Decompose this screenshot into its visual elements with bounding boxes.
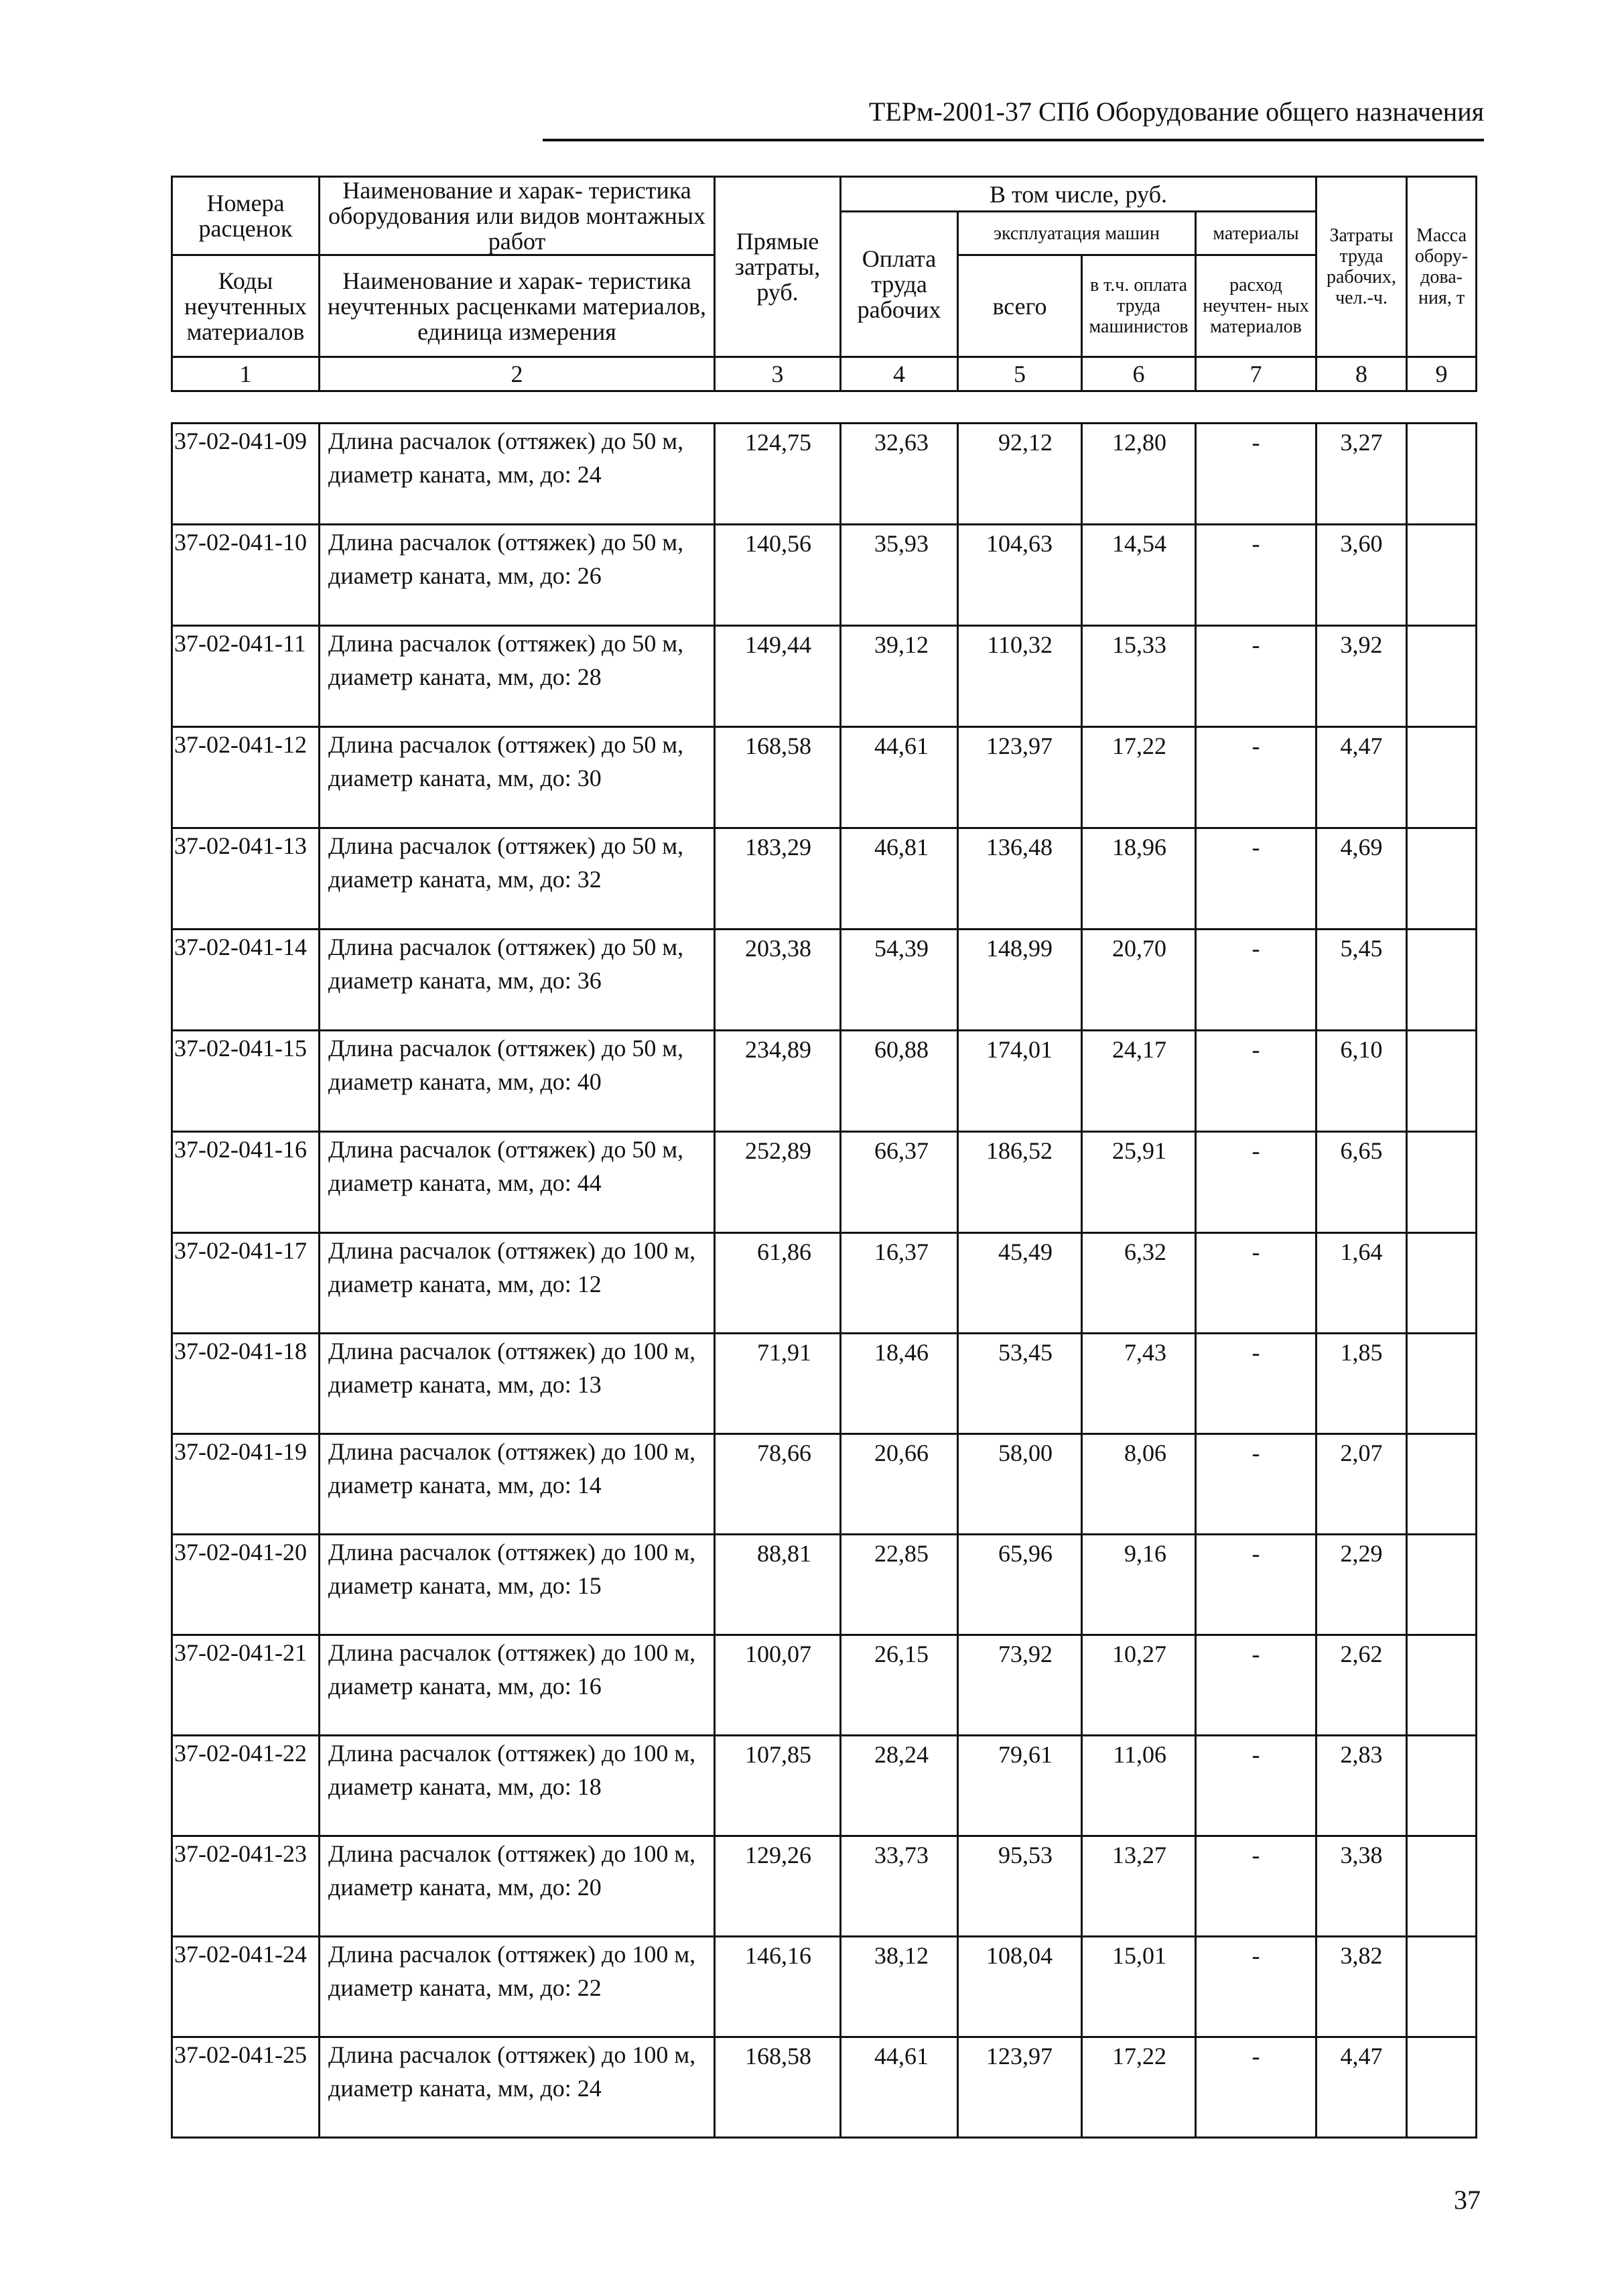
equipment-mass-cell: [1407, 1132, 1477, 1233]
rate-code-cell: 37-02-041-11: [172, 626, 320, 727]
direct-costs-cell: 107,85: [715, 1736, 841, 1836]
work-name-cell: Длина расчалок (оттяжек) до 100 м, диаметр каната, мм, до: 15: [320, 1535, 715, 1635]
equipment-mass-cell: [1407, 1535, 1477, 1635]
labor-hours-cell: 1,85: [1316, 1334, 1407, 1434]
labor-hours-cell: 6,10: [1316, 1031, 1407, 1132]
work-name-cell: Длина расчалок (оттяжек) до 50 м, диаметр каната, мм, до: 40: [320, 1031, 715, 1132]
rate-code-cell: 37-02-041-19: [172, 1434, 320, 1535]
equipment-mass-cell: [1407, 1334, 1477, 1434]
worker-pay-cell: 60,88: [841, 1031, 958, 1132]
table-row: [172, 1635, 1477, 1736]
work-name-cell: Длина расчалок (оттяжек) до 100 м, диаметр каната, мм, до: 14: [320, 1434, 715, 1535]
equipment-mass-cell: [1407, 930, 1477, 1031]
rate-code-cell: 37-02-041-13: [172, 828, 320, 930]
header-work-name: Наименование и харак- теристика оборудования или видов монтажных работ: [320, 177, 715, 255]
labor-hours-cell: 3,92: [1316, 626, 1407, 727]
materials-cell: -: [1196, 1031, 1316, 1132]
machine-total-cell: 53,45: [958, 1334, 1082, 1434]
rate-code-cell: 37-02-041-12: [172, 727, 320, 828]
column-number: 4: [841, 357, 958, 391]
equipment-mass-cell: [1407, 1736, 1477, 1836]
table-row: [172, 1334, 1477, 1434]
worker-pay-cell: 20,66: [841, 1434, 958, 1535]
table-row: [172, 1836, 1477, 1937]
table-row: [172, 626, 1477, 727]
work-name-cell: Длина расчалок (оттяжек) до 50 м, диаметр каната, мм, до: 36: [320, 930, 715, 1031]
worker-pay-cell: 16,37: [841, 1233, 958, 1334]
rate-code-cell: 37-02-041-21: [172, 1635, 320, 1736]
labor-hours-cell: 2,83: [1316, 1736, 1407, 1836]
materials-cell: -: [1196, 525, 1316, 626]
labor-hours-cell: 3,27: [1316, 424, 1407, 525]
direct-costs-cell: 149,44: [715, 626, 841, 727]
worker-pay-cell: 54,39: [841, 930, 958, 1031]
worker-pay-cell: 44,61: [841, 727, 958, 828]
materials-cell: -: [1196, 1434, 1316, 1535]
header-including: В том числе, руб.: [841, 177, 1316, 212]
header-unaccounted-codes: Коды неучтенных материалов: [172, 255, 320, 357]
materials-cell: -: [1196, 1635, 1316, 1736]
table-row: [172, 1535, 1477, 1635]
machinist-pay-cell: 12,80: [1082, 424, 1196, 525]
column-number: 3: [715, 357, 841, 391]
table-row: [172, 930, 1477, 1031]
rate-code-cell: 37-02-041-10: [172, 525, 320, 626]
column-number: 1: [172, 357, 320, 391]
rate-code-cell: 37-02-041-23: [172, 1836, 320, 1937]
direct-costs-cell: 252,89: [715, 1132, 841, 1233]
header-unaccounted-materials: расход неучтен- ных материалов: [1196, 255, 1316, 357]
machine-total-cell: 58,00: [958, 1434, 1082, 1535]
worker-pay-cell: 38,12: [841, 1937, 958, 2037]
work-name-cell: Длина расчалок (оттяжек) до 50 м, диаметр каната, мм, до: 32: [320, 828, 715, 930]
table-row: [172, 1132, 1477, 1233]
machine-total-cell: 45,49: [958, 1233, 1082, 1334]
labor-hours-cell: 3,82: [1316, 1937, 1407, 2037]
rate-code-cell: 37-02-041-16: [172, 1132, 320, 1233]
equipment-mass-cell: [1407, 626, 1477, 727]
direct-costs-cell: 234,89: [715, 1031, 841, 1132]
materials-cell: -: [1196, 1535, 1316, 1635]
labor-hours-cell: 4,47: [1316, 2037, 1407, 2138]
worker-pay-cell: 26,15: [841, 1635, 958, 1736]
machine-total-cell: 123,97: [958, 727, 1082, 828]
direct-costs-cell: 203,38: [715, 930, 841, 1031]
rate-code-cell: 37-02-041-24: [172, 1937, 320, 2037]
page-number: 37: [1454, 2185, 1481, 2215]
worker-pay-cell: 32,63: [841, 424, 958, 525]
equipment-mass-cell: [1407, 1233, 1477, 1334]
header-rate-numbers: Номера расценок: [172, 177, 320, 255]
work-name-cell: Длина расчалок (оттяжек) до 100 м, диаметр каната, мм, до: 18: [320, 1736, 715, 1836]
machinist-pay-cell: 13,27: [1082, 1836, 1196, 1937]
page-header-title: ТЕРм-2001-37 СПб Оборудование общего назначения: [868, 97, 1484, 127]
direct-costs-cell: 146,16: [715, 1937, 841, 2037]
table-row: [172, 2037, 1477, 2138]
machine-total-cell: 95,53: [958, 1836, 1082, 1937]
rate-code-cell: 37-02-041-14: [172, 930, 320, 1031]
equipment-mass-cell: [1407, 1635, 1477, 1736]
materials-cell: -: [1196, 1233, 1316, 1334]
direct-costs-cell: 140,56: [715, 525, 841, 626]
table-row: [172, 1233, 1477, 1334]
work-name-cell: Длина расчалок (оттяжек) до 50 м, диаметр каната, мм, до: 28: [320, 626, 715, 727]
work-name-cell: Длина расчалок (оттяжек) до 100 м, диаметр каната, мм, до: 16: [320, 1635, 715, 1736]
labor-hours-cell: 2,29: [1316, 1535, 1407, 1635]
equipment-mass-cell: [1407, 1937, 1477, 2037]
equipment-mass-cell: [1407, 1031, 1477, 1132]
work-name-cell: Длина расчалок (оттяжек) до 50 м, диаметр каната, мм, до: 30: [320, 727, 715, 828]
direct-costs-cell: 168,58: [715, 2037, 841, 2138]
equipment-mass-cell: [1407, 727, 1477, 828]
header-machine-total: всего: [958, 255, 1082, 357]
machine-total-cell: 110,32: [958, 626, 1082, 727]
header-unaccounted-name: Наименование и харак- теристика неучтенных расценками материалов, единица измерения: [320, 255, 715, 357]
materials-cell: -: [1196, 424, 1316, 525]
machine-total-cell: 65,96: [958, 1535, 1082, 1635]
machinist-pay-cell: 17,22: [1082, 727, 1196, 828]
work-name-cell: Длина расчалок (оттяжек) до 100 м, диаметр каната, мм, до: 12: [320, 1233, 715, 1334]
equipment-mass-cell: [1407, 828, 1477, 930]
machinist-pay-cell: 15,33: [1082, 626, 1196, 727]
machinist-pay-cell: 14,54: [1082, 525, 1196, 626]
worker-pay-cell: 44,61: [841, 2037, 958, 2138]
machinist-pay-cell: 8,06: [1082, 1434, 1196, 1535]
header-materials: материалы: [1196, 212, 1316, 255]
labor-hours-cell: 4,69: [1316, 828, 1407, 930]
direct-costs-cell: 88,81: [715, 1535, 841, 1635]
machinist-pay-cell: 15,01: [1082, 1937, 1196, 2037]
machine-total-cell: 79,61: [958, 1736, 1082, 1836]
worker-pay-cell: 39,12: [841, 626, 958, 727]
header-equipment-mass: Масса обору- дова- ния, т: [1407, 177, 1477, 357]
worker-pay-cell: 35,93: [841, 525, 958, 626]
materials-cell: -: [1196, 2037, 1316, 2138]
labor-hours-cell: 3,60: [1316, 525, 1407, 626]
header-labor-hours: Затраты труда рабочих, чел.-ч.: [1316, 177, 1407, 357]
worker-pay-cell: 28,24: [841, 1736, 958, 1836]
equipment-mass-cell: [1407, 1836, 1477, 1937]
header-machinist-pay: в т.ч. оплата труда машинистов: [1082, 255, 1196, 357]
rate-code-cell: 37-02-041-20: [172, 1535, 320, 1635]
table-row: [172, 828, 1477, 930]
equipment-mass-cell: [1407, 2037, 1477, 2138]
materials-cell: -: [1196, 727, 1316, 828]
worker-pay-cell: 22,85: [841, 1535, 958, 1635]
machine-total-cell: 123,97: [958, 2037, 1082, 2138]
equipment-mass-cell: [1407, 424, 1477, 525]
direct-costs-cell: 71,91: [715, 1334, 841, 1434]
work-name-cell: Длина расчалок (оттяжек) до 100 м, диаметр каната, мм, до: 22: [320, 1937, 715, 2037]
direct-costs-cell: 183,29: [715, 828, 841, 930]
machine-total-cell: 186,52: [958, 1132, 1082, 1233]
materials-cell: -: [1196, 1836, 1316, 1937]
labor-hours-cell: 5,45: [1316, 930, 1407, 1031]
machine-total-cell: 136,48: [958, 828, 1082, 930]
machine-total-cell: 108,04: [958, 1937, 1082, 2037]
rate-code-cell: 37-02-041-17: [172, 1233, 320, 1334]
direct-costs-cell: 168,58: [715, 727, 841, 828]
materials-cell: -: [1196, 1334, 1316, 1434]
machinist-pay-cell: 20,70: [1082, 930, 1196, 1031]
worker-pay-cell: 66,37: [841, 1132, 958, 1233]
machinist-pay-cell: 24,17: [1082, 1031, 1196, 1132]
machine-total-cell: 92,12: [958, 424, 1082, 525]
direct-costs-cell: 100,07: [715, 1635, 841, 1736]
column-number: 6: [1082, 357, 1196, 391]
equipment-mass-cell: [1407, 525, 1477, 626]
labor-hours-cell: 2,07: [1316, 1434, 1407, 1535]
direct-costs-cell: 129,26: [715, 1836, 841, 1937]
header-direct-costs: Прямые затраты, руб.: [715, 177, 841, 357]
work-name-cell: Длина расчалок (оттяжек) до 100 м, диаметр каната, мм, до: 24: [320, 2037, 715, 2138]
worker-pay-cell: 46,81: [841, 828, 958, 930]
materials-cell: -: [1196, 1132, 1316, 1233]
rate-code-cell: 37-02-041-22: [172, 1736, 320, 1836]
materials-cell: -: [1196, 930, 1316, 1031]
work-name-cell: Длина расчалок (оттяжек) до 50 м, диаметр каната, мм, до: 26: [320, 525, 715, 626]
labor-hours-cell: 1,64: [1316, 1233, 1407, 1334]
column-number: 9: [1407, 357, 1477, 391]
materials-cell: -: [1196, 1736, 1316, 1836]
machine-total-cell: 174,01: [958, 1031, 1082, 1132]
machine-total-cell: 104,63: [958, 525, 1082, 626]
column-number: 2: [320, 357, 715, 391]
column-number: 8: [1316, 357, 1407, 391]
machinist-pay-cell: 25,91: [1082, 1132, 1196, 1233]
machinist-pay-cell: 7,43: [1082, 1334, 1196, 1434]
machinist-pay-cell: 18,96: [1082, 828, 1196, 930]
machinist-pay-cell: 6,32: [1082, 1233, 1196, 1334]
work-name-cell: Длина расчалок (оттяжек) до 100 м, диаметр каната, мм, до: 13: [320, 1334, 715, 1434]
column-header-table: [171, 176, 1477, 392]
labor-hours-cell: 4,47: [1316, 727, 1407, 828]
materials-cell: -: [1196, 828, 1316, 930]
table-row: [172, 1031, 1477, 1132]
direct-costs-cell: 78,66: [715, 1434, 841, 1535]
machine-total-cell: 73,92: [958, 1635, 1082, 1736]
machine-total-cell: 148,99: [958, 930, 1082, 1031]
machinist-pay-cell: 17,22: [1082, 2037, 1196, 2138]
table-row: [172, 727, 1477, 828]
header-rule: [543, 139, 1484, 141]
table-row: [172, 1434, 1477, 1535]
worker-pay-cell: 33,73: [841, 1836, 958, 1937]
labor-hours-cell: 3,38: [1316, 1836, 1407, 1937]
rate-code-cell: 37-02-041-18: [172, 1334, 320, 1434]
rate-code-cell: 37-02-041-25: [172, 2037, 320, 2138]
direct-costs-cell: 124,75: [715, 424, 841, 525]
machinist-pay-cell: 10,27: [1082, 1635, 1196, 1736]
work-name-cell: Длина расчалок (оттяжек) до 50 м, диаметр каната, мм, до: 44: [320, 1132, 715, 1233]
header-worker-pay: Оплата труда рабочих: [841, 212, 958, 357]
materials-cell: -: [1196, 1937, 1316, 2037]
labor-hours-cell: 6,65: [1316, 1132, 1407, 1233]
table-row: [172, 1937, 1477, 2037]
header-machine-operation: эксплуатация машин: [958, 212, 1196, 255]
table-row: [172, 424, 1477, 525]
worker-pay-cell: 18,46: [841, 1334, 958, 1434]
equipment-mass-cell: [1407, 1434, 1477, 1535]
table-row: [172, 1736, 1477, 1836]
rates-table: [171, 422, 1477, 2139]
column-number: 5: [958, 357, 1082, 391]
machinist-pay-cell: 11,06: [1082, 1736, 1196, 1836]
direct-costs-cell: 61,86: [715, 1233, 841, 1334]
materials-cell: -: [1196, 626, 1316, 727]
table-row: [172, 525, 1477, 626]
work-name-cell: Длина расчалок (оттяжек) до 50 м, диаметр каната, мм, до: 24: [320, 424, 715, 525]
work-name-cell: Длина расчалок (оттяжек) до 100 м, диаметр каната, мм, до: 20: [320, 1836, 715, 1937]
labor-hours-cell: 2,62: [1316, 1635, 1407, 1736]
machinist-pay-cell: 9,16: [1082, 1535, 1196, 1635]
rate-code-cell: 37-02-041-15: [172, 1031, 320, 1132]
column-number: 7: [1196, 357, 1316, 391]
rate-code-cell: 37-02-041-09: [172, 424, 320, 525]
